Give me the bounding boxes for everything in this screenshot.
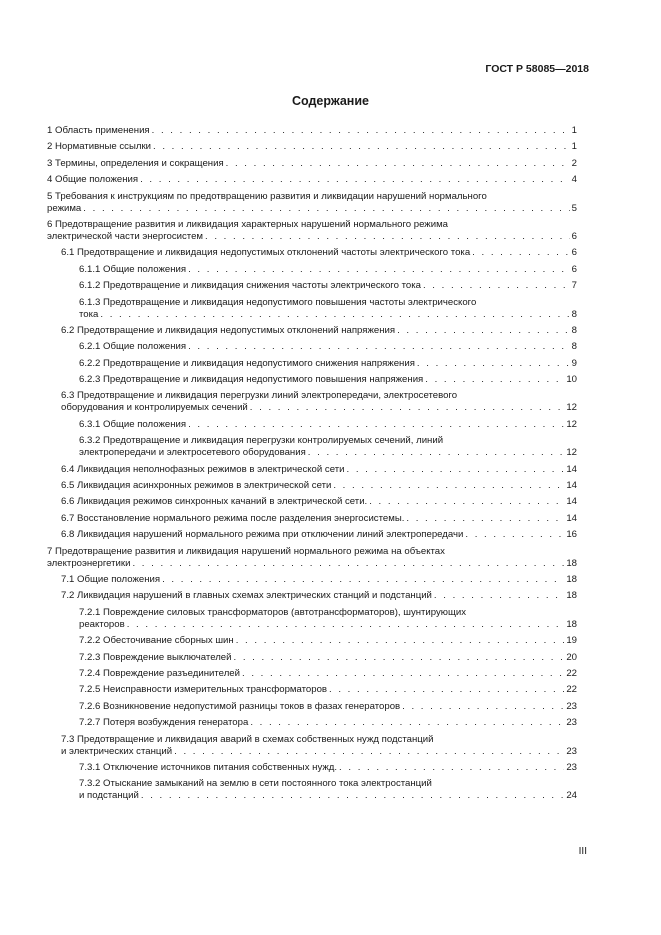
toc-entry-title: 6.2.2 Предотвращение и ликвидация недопустимого снижения напряжения xyxy=(79,357,415,369)
toc-entry[interactable] xyxy=(47,125,577,137)
toc-leader-dots xyxy=(205,231,570,243)
toc-leader-dots xyxy=(339,762,564,774)
toc-entry-page: 6 xyxy=(571,247,577,259)
toc-entry[interactable] xyxy=(47,668,577,680)
toc-entry-page: 1 xyxy=(571,125,577,136)
toc-entry[interactable] xyxy=(47,191,577,215)
toc-entry-title: 6.7 Восстановление нормального режима после разделения энергосистемы. xyxy=(61,512,405,524)
toc-entry-title: оборудования и контролируемых сечений xyxy=(61,402,248,414)
toc-leader-dots xyxy=(162,574,564,586)
toc-entry-title: 6.1.2 Предотвращение и ликвидация снижения частоты электрического тока xyxy=(79,280,421,292)
toc-entry-page: 18 xyxy=(566,618,577,630)
toc-entry-page: 4 xyxy=(571,174,577,186)
toc-entry[interactable] xyxy=(47,607,577,631)
toc-leader-dots xyxy=(132,558,564,570)
toc-leader-dots xyxy=(188,264,570,276)
toc-entry-title: 7.2.6 Возникновение недопустимой разницы токов в фазах генераторов xyxy=(79,700,401,712)
toc-entry[interactable] xyxy=(47,635,577,647)
toc-leader-dots xyxy=(226,158,570,170)
toc-entry-title: 6.3.1 Общие положения xyxy=(79,418,187,430)
toc-entry[interactable] xyxy=(47,778,577,802)
toc-leader-dots xyxy=(152,125,570,137)
toc-entry[interactable] xyxy=(47,374,577,386)
toc-leader-dots xyxy=(174,746,564,758)
toc-entry-title: 4 Общие положения xyxy=(47,174,139,186)
toc-entry[interactable] xyxy=(47,247,577,259)
toc-entry[interactable] xyxy=(47,684,577,696)
toc-leader-dots xyxy=(250,717,564,729)
toc-leader-dots xyxy=(188,341,570,353)
toc-leader-dots xyxy=(141,790,564,802)
toc-entry-title-first-line: 7.3.2 Отыскание замыканий на землю в сети постоянного тока электростанций xyxy=(79,778,432,790)
toc-entry-title: 6.2.1 Общие положения xyxy=(79,341,187,353)
toc-entry[interactable] xyxy=(47,652,577,664)
toc-entry-page: 6 xyxy=(571,263,577,275)
toc-entry-title: 7.3.1 Отключение источников питания собственных нужд. xyxy=(79,761,338,773)
toc-entry[interactable] xyxy=(47,496,577,508)
toc-entry[interactable] xyxy=(47,158,577,170)
toc-entry[interactable] xyxy=(47,717,577,729)
toc-leader-dots xyxy=(100,309,569,321)
toc-leader-dots xyxy=(234,652,565,664)
toc-entry[interactable] xyxy=(47,264,577,276)
toc-entry[interactable] xyxy=(47,325,577,337)
toc-entry[interactable] xyxy=(47,546,577,570)
toc-entry-page: 18 xyxy=(566,557,577,569)
toc-entry-title: 6.8 Ликвидация нарушений нормального режима при отключении линий электропередачи xyxy=(61,529,464,541)
toc-entry-page: 23 xyxy=(566,700,577,712)
page-number: III xyxy=(578,846,587,857)
toc-entry-page: 8 xyxy=(571,308,577,320)
toc-entry-page: 22 xyxy=(566,684,577,696)
toc-leader-dots xyxy=(406,513,564,525)
toc-leader-dots xyxy=(369,496,564,508)
toc-entry-title: 6.2.3 Предотвращение и ликвидация недопустимого повышения напряжения xyxy=(79,374,424,386)
toc-leader-dots xyxy=(402,701,564,713)
toc-leader-dots xyxy=(347,464,565,476)
toc-leader-dots xyxy=(140,174,570,186)
toc-entry-title: 6.1.1 Общие положения xyxy=(79,263,187,275)
toc-entry[interactable] xyxy=(47,341,577,353)
toc-leader-dots xyxy=(127,619,565,631)
toc-leader-dots xyxy=(329,684,564,696)
toc-entry-page: 1 xyxy=(571,141,577,153)
toc-entry-page: 10 xyxy=(566,374,577,386)
toc-leader-dots xyxy=(242,668,564,680)
toc-entry-page: 8 xyxy=(571,341,577,353)
toc-entry[interactable] xyxy=(47,574,577,586)
toc-entry[interactable] xyxy=(47,701,577,713)
toc-entry-page: 14 xyxy=(566,480,577,492)
table-of-contents xyxy=(47,125,577,807)
toc-entry-page: 14 xyxy=(566,512,577,524)
toc-leader-dots xyxy=(472,247,569,259)
toc-entry[interactable] xyxy=(47,174,577,186)
toc-entry-title-first-line: 6.1.3 Предотвращение и ликвидация недопустимого повышения частоты электрического xyxy=(79,296,477,308)
toc-entry-title-first-line: 5 Требования к инструкциям по предотвращению развития и ликвидации нарушений нормального xyxy=(47,190,487,202)
toc-entry-page: 9 xyxy=(571,357,577,369)
toc-entry-title-first-line: 6 Предотвращение развития и ликвидация характерных нарушений нормального режима xyxy=(47,218,449,230)
page-title: Содержание xyxy=(291,94,369,108)
toc-entry-title-first-line: 6.3.2 Предотвращение и ликвидация перегрузки контролируемых сечений, линий xyxy=(79,435,444,447)
toc-entry-title: 7.1 Общие положения xyxy=(61,573,161,585)
toc-entry-title: 6.6 Ликвидация режимов синхронных качаний в электрической сети. xyxy=(61,496,368,508)
toc-entry-page: 14 xyxy=(566,463,577,475)
toc-entry-title-first-line: 7 Предотвращение развития и ликвидация нарушений нормального режима на объектах xyxy=(47,545,445,557)
toc-entry-page: 19 xyxy=(566,635,577,647)
toc-entry-title: 1 Область применения xyxy=(47,125,150,136)
toc-leader-dots xyxy=(434,590,564,602)
toc-leader-dots xyxy=(308,447,565,459)
toc-leader-dots xyxy=(153,141,570,153)
toc-entry-title: 7.2.3 Повреждение выключателей xyxy=(79,651,232,663)
toc-entry[interactable] xyxy=(47,280,577,292)
toc-leader-dots xyxy=(250,402,565,414)
toc-entry-title: и подстанций xyxy=(79,790,139,802)
toc-entry-page: 23 xyxy=(566,717,577,729)
toc-entry[interactable] xyxy=(47,390,577,414)
toc-leader-dots xyxy=(236,635,565,647)
toc-leader-dots xyxy=(465,529,564,541)
toc-entry-title-first-line: 7.3 Предотвращение и ликвидация аварий в схемах собственных нужд подстанций xyxy=(61,733,434,745)
toc-entry-page: 23 xyxy=(566,745,577,757)
toc-entry[interactable] xyxy=(47,358,577,370)
toc-entry[interactable] xyxy=(47,219,577,243)
toc-entry[interactable] xyxy=(47,435,577,459)
toc-entry-title: электропередачи и электросетевого оборудования xyxy=(79,447,306,459)
toc-entry-title: реакторов xyxy=(79,618,125,630)
toc-entry-title-first-line: 6.3 Предотвращение и ликвидация перегрузки линий электропередачи, электросетевого xyxy=(61,390,458,402)
toc-entry-title: 6.1 Предотвращение и ликвидация недопустимых отклонений частоты электрического тока xyxy=(61,247,471,259)
toc-entry-title: режима xyxy=(47,202,82,214)
toc-leader-dots xyxy=(333,480,564,492)
toc-entry-page: 14 xyxy=(566,496,577,508)
toc-entry-page: 12 xyxy=(566,402,577,414)
toc-entry[interactable] xyxy=(47,480,577,492)
toc-entry[interactable] xyxy=(47,734,577,758)
toc-entry-page: 20 xyxy=(566,651,577,663)
toc-entry-page: 16 xyxy=(566,529,577,541)
toc-entry-page: 22 xyxy=(566,667,577,679)
toc-entry-title: 3 Термины, определения и сокращения xyxy=(47,157,224,169)
toc-entry-title: 6.2 Предотвращение и ликвидация недопустимых отклонений напряжения xyxy=(61,324,396,336)
toc-entry-title: 6.5 Ликвидация асинхронных режимов в электрической сети xyxy=(61,480,332,492)
toc-entry-title: 7.2.2 Обесточивание сборных шин xyxy=(79,635,234,647)
toc-entry-page: 12 xyxy=(566,418,577,430)
toc-entry-page: 2 xyxy=(571,157,577,169)
toc-leader-dots xyxy=(83,203,569,215)
toc-entry[interactable] xyxy=(47,464,577,476)
toc-entry-page: 6 xyxy=(571,230,577,242)
toc-entry-page: 5 xyxy=(571,202,577,214)
toc-entry-title: 6.4 Ликвидация неполнофазных режимов в электрической сети xyxy=(61,463,345,475)
toc-entry[interactable] xyxy=(47,141,577,153)
toc-entry-title: тока xyxy=(79,308,99,320)
toc-entry-title: 7.2.5 Неисправности измерительных трансформаторов xyxy=(79,684,328,696)
document-standard-header: ГОСТ Р 58085—2018 xyxy=(485,63,589,75)
toc-entry-title: и электрических станций xyxy=(61,745,173,757)
toc-entry-page: 18 xyxy=(566,573,577,585)
toc-entry[interactable] xyxy=(47,419,577,431)
toc-leader-dots xyxy=(425,374,564,386)
toc-leader-dots xyxy=(417,358,570,370)
toc-leader-dots xyxy=(397,325,570,337)
toc-leader-dots xyxy=(423,280,570,292)
toc-entry-page: 8 xyxy=(571,324,577,336)
toc-entry-page: 18 xyxy=(566,590,577,602)
toc-entry-page: 23 xyxy=(566,761,577,773)
toc-entry[interactable] xyxy=(47,590,577,602)
toc-entry-title: электроэнергетики xyxy=(47,557,131,569)
toc-entry-title: 7.2.4 Повреждение разъединителей xyxy=(79,667,240,679)
toc-entry[interactable] xyxy=(47,297,577,321)
toc-entry-page: 24 xyxy=(566,790,577,802)
toc-entry[interactable] xyxy=(47,762,577,774)
toc-entry-page: 12 xyxy=(566,447,577,459)
toc-entry[interactable] xyxy=(47,529,577,541)
toc-entry-title: электрической части энергосистем xyxy=(47,230,204,242)
toc-entry-page: 7 xyxy=(571,280,577,292)
toc-leader-dots xyxy=(188,419,564,431)
toc-entry-title: 2 Нормативные ссылки xyxy=(47,141,152,153)
toc-entry[interactable] xyxy=(47,513,577,525)
toc-entry-title: 7.2.7 Потеря возбуждения генератора xyxy=(79,717,249,729)
toc-entry-title: 7.2 Ликвидация нарушений в главных схемах электрических станций и подстанций xyxy=(61,590,432,602)
toc-entry-title-first-line: 7.2.1 Повреждение силовых трансформаторов (автотрансформаторов), шунтирующих xyxy=(79,606,467,618)
